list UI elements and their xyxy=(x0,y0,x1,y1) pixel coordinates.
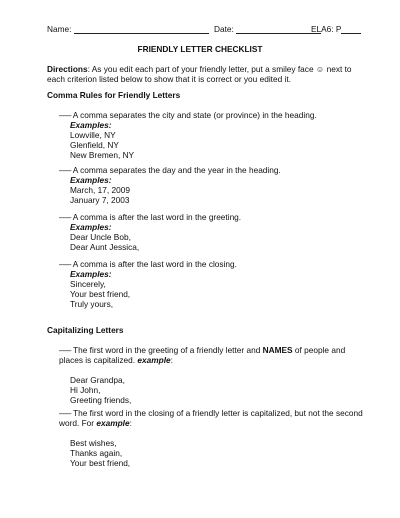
example-item: March, 17, 2009 xyxy=(70,185,130,196)
class-period-blank[interactable] xyxy=(341,24,361,34)
example-item: Hi John, xyxy=(70,385,101,396)
example-item: Dear Grandpa, xyxy=(70,375,125,386)
example-item: Best wishes, xyxy=(70,438,117,449)
class-period-field xyxy=(311,24,361,34)
example-item: Dear Uncle Bob, xyxy=(70,232,131,243)
example-item: Thanks again, xyxy=(70,448,123,459)
name-label: Name: xyxy=(47,24,72,34)
name-blank[interactable] xyxy=(74,24,209,34)
directions-label: Directions xyxy=(47,64,88,74)
comma-rule-day-year xyxy=(59,165,369,205)
cap-rule-greeting xyxy=(59,345,369,406)
rule-text: A comma is after the last word in the greeting. xyxy=(72,212,242,222)
rule-text: A comma separates the city and state (or province) in the heading. xyxy=(72,110,317,120)
rule-text: A comma is after the last word in the closing. xyxy=(72,259,237,269)
page-title: FRIENDLY LETTER CHECKLIST xyxy=(137,44,263,54)
class-period-label: ELA6: P xyxy=(311,24,342,34)
directions-text: : As you edit each part of your friendly letter, put a smiley face ☺ next to each criterion listed below to show that it is correct or you edited it. xyxy=(47,64,352,85)
example-suffix: : xyxy=(129,418,132,429)
checkbox-dash[interactable]: —– xyxy=(59,165,71,175)
date-label: Date: xyxy=(214,24,234,34)
comma-rule-city-state xyxy=(59,110,369,161)
example-label: example xyxy=(96,418,130,429)
example-item: Sincerely, xyxy=(70,279,106,290)
rule-text: The first word in the closing of a friendly letter is capitalized, but not the second word. For xyxy=(59,408,363,429)
examples-label: Examples: xyxy=(70,222,112,233)
name-field xyxy=(47,24,209,34)
examples-label: Examples: xyxy=(70,269,112,280)
examples-label: Examples: xyxy=(70,175,112,186)
example-item: Dear Aunt Jessica, xyxy=(70,242,140,253)
examples-label: Examples: xyxy=(70,120,112,131)
example-item: Glenfield, NY xyxy=(70,140,119,151)
date-blank[interactable] xyxy=(236,24,321,34)
rule-emphasis: NAMES xyxy=(262,345,293,355)
example-item: Lowville, NY xyxy=(70,130,116,141)
rule-text: The first word in the greeting of a friendly letter and xyxy=(73,345,263,355)
rule-text: A comma separates the day and the year in the heading. xyxy=(72,165,281,175)
directions-paragraph xyxy=(47,64,365,84)
example-item: Truly yours, xyxy=(70,299,114,310)
example-item: New Bremen, NY xyxy=(70,150,135,161)
example-item: Your best friend, xyxy=(70,458,131,469)
comma-rule-greeting xyxy=(59,212,369,252)
comma-rule-closing xyxy=(59,259,369,310)
example-item: January 7, 2003 xyxy=(70,195,130,206)
checkbox-dash[interactable]: —– xyxy=(59,212,71,222)
date-field xyxy=(214,24,321,34)
checkbox-dash[interactable]: —– xyxy=(59,345,71,355)
checkbox-dash[interactable]: —– xyxy=(59,259,71,269)
example-item: Your best friend, xyxy=(70,289,131,300)
example-suffix: : xyxy=(170,355,173,366)
example-label: example xyxy=(137,355,171,366)
checkbox-dash[interactable]: —– xyxy=(59,110,71,120)
cap-rule-closing xyxy=(59,408,369,469)
comma-rules-heading: Comma Rules for Friendly Letters xyxy=(47,90,181,100)
rule-text-continued: of people and places is capitalized. xyxy=(59,345,346,366)
example-item: Greeting friends, xyxy=(70,395,132,406)
capitalizing-heading: Capitalizing Letters xyxy=(47,325,124,335)
checkbox-dash[interactable]: —– xyxy=(59,408,71,418)
